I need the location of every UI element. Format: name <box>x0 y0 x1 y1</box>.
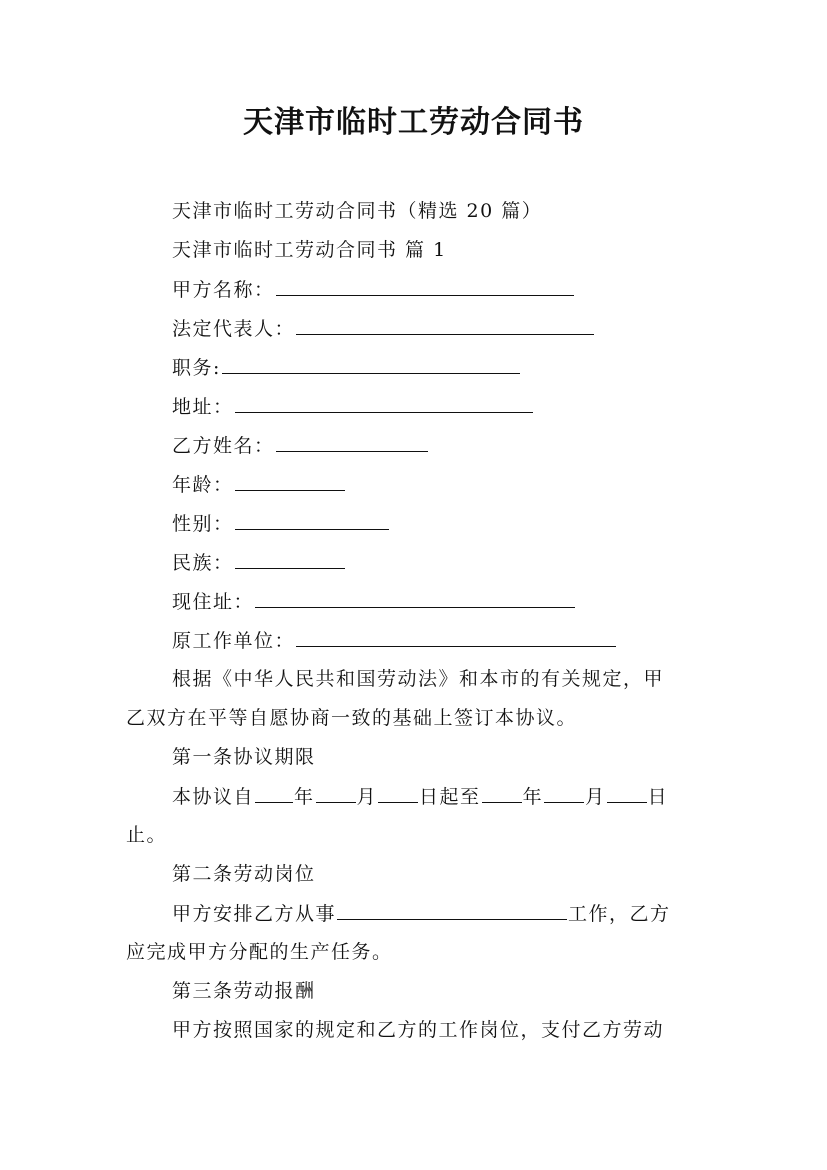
text: 甲方安排乙方从事 <box>172 903 337 925</box>
field-former-employer <box>172 627 617 654</box>
blank-line <box>378 783 418 803</box>
article-1-heading: 第一条协议期限 <box>172 746 316 768</box>
text: 年 <box>294 786 315 808</box>
field-label: 甲方名称： <box>172 279 275 301</box>
text: 工作，乙方 <box>568 903 671 925</box>
text: 月 <box>585 786 606 808</box>
field-label: 原工作单位： <box>172 630 296 652</box>
article-3-heading: 第三条劳动报酬 <box>172 980 316 1002</box>
blank-line <box>255 783 293 803</box>
blank-line <box>276 276 574 296</box>
field-label: 职务: <box>172 357 221 379</box>
intro-line-1: 根据《中华人民共和国劳动法》和本市的有关规定，甲 <box>172 668 665 690</box>
blank-line <box>296 627 616 647</box>
blank-line <box>222 354 520 374</box>
blank-line <box>544 783 584 803</box>
article-2-line-2: 应完成甲方分配的生产任务。 <box>126 941 393 963</box>
text: 年 <box>522 786 544 808</box>
text: 日 <box>647 786 669 808</box>
field-label: 现住址： <box>172 591 255 613</box>
blank-line <box>482 783 522 803</box>
field-ethnicity <box>172 549 346 576</box>
document-title: 天津市临时工劳动合同书 <box>243 105 584 140</box>
field-label: 乙方姓名： <box>172 435 275 457</box>
article-2-heading: 第二条劳动岗位 <box>172 863 316 885</box>
field-current-address <box>172 588 576 615</box>
field-gender <box>172 510 390 537</box>
text: 本协议自 <box>172 786 255 808</box>
field-age <box>172 471 346 498</box>
field-label: 民族： <box>172 552 234 574</box>
field-party-a-name <box>172 276 575 303</box>
field-label: 性别： <box>172 513 234 535</box>
article-1-line-2: 止。 <box>126 824 168 846</box>
field-label: 法定代表人： <box>172 318 296 340</box>
blank-line <box>296 315 594 335</box>
field-label: 年龄： <box>172 474 234 496</box>
text: 日起至 <box>419 786 481 808</box>
blank-line <box>235 393 533 413</box>
article-3-line-1: 甲方按照国家的规定和乙方的工作岗位，支付乙方劳动 <box>172 1019 665 1041</box>
blank-line <box>276 432 428 452</box>
field-legal-rep <box>172 315 595 342</box>
blank-line <box>337 900 567 920</box>
section-heading: 天津市临时工劳动合同书 篇 1 <box>172 239 447 261</box>
field-position <box>172 354 521 381</box>
blank-line <box>607 783 647 803</box>
article-1-line-1 <box>172 783 668 810</box>
blank-line <box>255 588 575 608</box>
intro-line-2: 乙双方在平等自愿协商一致的基础上签订本协议。 <box>126 707 578 729</box>
text: 月 <box>356 786 378 808</box>
article-2-line-1 <box>172 900 671 927</box>
blank-line <box>316 783 356 803</box>
blank-line <box>235 510 389 530</box>
field-address <box>172 393 534 420</box>
blank-line <box>235 471 345 491</box>
blank-line <box>235 549 345 569</box>
field-party-b-name <box>172 432 429 459</box>
field-label: 地址： <box>172 396 234 418</box>
subtitle: 天津市临时工劳动合同书（精选 20 篇） <box>172 200 543 222</box>
